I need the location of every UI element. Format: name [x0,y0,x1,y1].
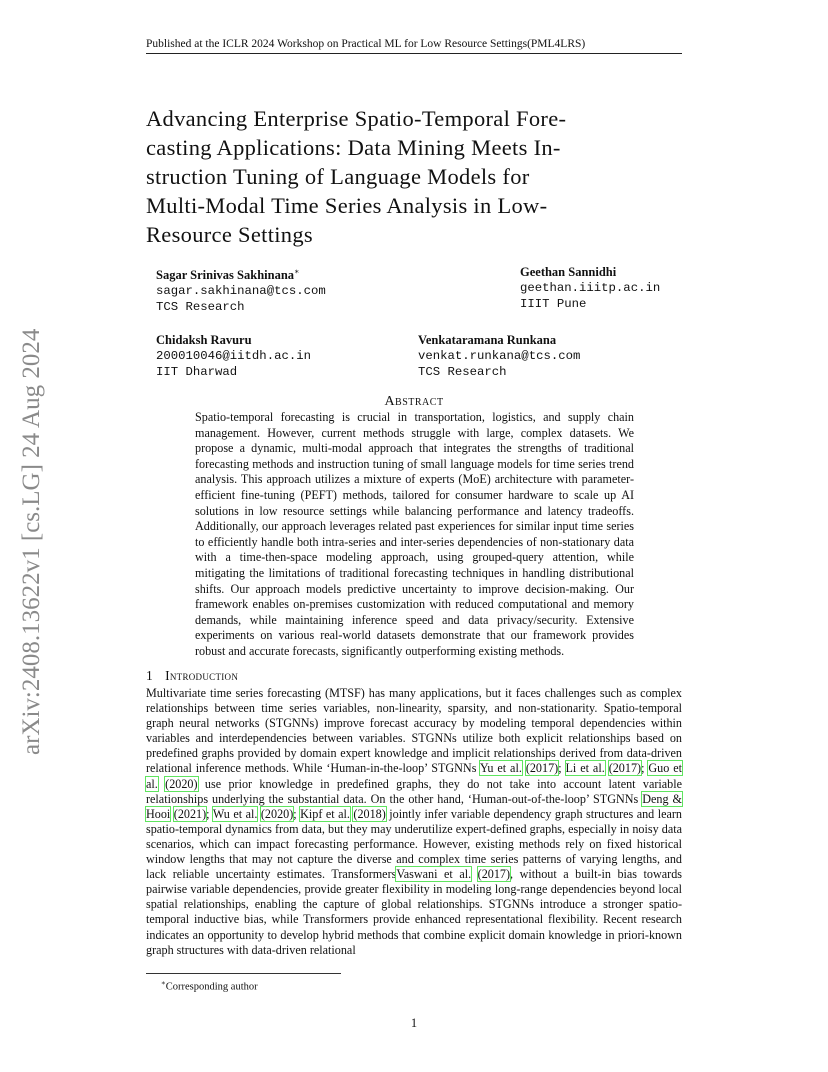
page-number: 1 [410,1016,418,1030]
footnote [161,977,561,994]
intro-paragraph [146,686,682,958]
section-title: Introduction [165,668,239,683]
author-name: Venkataramana Runkana [418,333,557,347]
arxiv-sidebar [18,285,46,755]
abstract-heading: Abstract [384,394,444,409]
citation-separator: ; [641,761,649,776]
citation-link[interactable]: Kipf et al. [300,806,350,821]
author-email[interactable]: sagar.sakhinana@tcs.com [156,284,326,299]
citation-year-link[interactable]: (2017) [477,867,511,882]
paper-title [146,104,686,249]
arxiv-identifier[interactable]: arXiv:2408.13622v1 [cs.LG] 24 Aug 2024 [18,328,45,755]
citation-separator: ; [293,806,301,821]
author-email[interactable]: venkat.runkana@tcs.com [418,349,581,363]
citation-link[interactable]: Vaswani et al. [396,867,472,882]
title-line: Advancing Enterprise Spatio-Temporal Fore- [146,106,567,131]
author-footnote-mark: ∗ [294,267,300,276]
abstract-text: Spatio-temporal forecasting is crucial in transportation, logistics, and supply chain management. However, current methods struggle with large, complex datasets. We propose a dynamic, multi-modal approach that integrates the strengths of traditional forecasting methods and instruction tuning of small language models for time series trend analysis. This approach utilizes a mixture of experts (MoE) architecture with parameter-efficient fine-tuning (PEFT) methods, tailored for consumer hardware to scale up AI solutions in low resource settings while balancing performance and latency tradeoffs. Additionally, our approach leverages related past experiences for similar input time series to efficiently handle both intra-series and inter-series dependencies of non-stationary data with a time-then-space modeling approach, using grouped-query attention, while mitigating the limitations of traditional forecasting techniques in handling distributional shifts. Our approach models predictive uncertainty to improve decision-making. Our framework enables on-premises customization with reduced computational and memory demands, while maintaining inference speed and data privacy/security. Extensive experiments on various real-world datasets demonstrate that our framework provides robust and accurate forecasts, significantly outperforming existing methods. [195,410,634,658]
author-email[interactable]: 200010046@iitdh.ac.in [156,349,311,363]
section-heading [146,668,682,684]
title-line: Multi-Modal Time Series Analysis in Low- [146,193,548,218]
footnote-text: Corresponding author [165,981,258,993]
citation-year-link[interactable]: (2020) [260,806,294,821]
citation-separator: ; [206,806,213,821]
intro-text: use prior knowledge in predefined graphs, they do not take into account latent variable relationships underlying the substantial data. On the other hand, ‘Human-out-of-the-loop’ STGNNs [146,776,682,806]
citation-link[interactable]: Yu et al. [479,761,522,776]
title-line: Resource Settings [146,222,313,247]
author-name: Chidaksh Ravuru [156,333,252,347]
citation-year-link[interactable]: (2017) [608,761,642,776]
header-rule [146,53,682,54]
citation-link[interactable]: Deng & Hooi [146,791,682,821]
citation-separator: ; [558,761,566,776]
citation-year-link[interactable]: (2021) [173,806,207,821]
section-number: 1 [146,668,154,683]
title-line: casting Applications: Data Mining Meets In- [146,135,561,160]
footnote-mark: ∗ [161,979,166,987]
intro-text: Multivariate time series forecasting (MTSF) has many applications, but it faces challenges such as complex relationships between time series variables, non-linearity, sparsity, and non-stationarity. Spatio-temporal graph neural networks (STGNNs) improve forecast accuracy by modeling temporal dependencies within variables and interdependencies between variables. STGNNs utilize both explicit relationships based on predefined graphs provided by domain expert knowledge and implicit relationships derived from data-driven relational inference methods. While ‘Human-in-the-loop’ STGNNs [146,686,682,776]
citation-link[interactable]: Wu et al. [212,806,258,821]
author-affiliation: TCS Research [156,300,245,315]
author-name: Geethan Sannidhi [520,265,617,279]
intro-text: , without a built-in bias towards pairwise variable dependencies, provide greater flexibility in modeling long-range dependencies beyond local spatial relationships, enabling the capture of global relationships. STGNNs introduce a stronger spatio-temporal inductive bias, while Transformers provide enhanced representational flexibility. Recent research indicates an opportunity to develop hybrid methods that combine explicit domain knowledge in priori-known graph structures with data-driven relational [146,867,682,957]
running-header: Published at the ICLR 2024 Workshop on Practical ML for Low Resource Settings(PML4LRS) [146,38,586,50]
citation-link[interactable]: Li et al. [565,761,605,776]
intro-text: jointly infer variable dependency graph structures and learn spatio-temporal dynamics from data, but they may underutilize expert-defined graphs, especially in noisy data scenarios, which can impact forecasting performance. However, existing methods rely on fixed historical window lengths that may not capture the diverse and complex time series patterns of varying lengths, and lack reliable uncertainty estimates. Transformers [146,806,683,882]
author-block-1 [156,264,326,315]
citation-year-link[interactable]: (2017) [525,761,559,776]
citation-year-link[interactable]: (2018) [353,806,386,821]
footnote-rule [146,973,341,974]
citation-link[interactable]: Guo et al. [146,761,682,791]
citation-year-link[interactable]: (2020) [165,776,198,791]
author-affiliation: TCS Research [418,365,507,379]
author-block-2 [520,264,660,312]
author-block-3 [156,332,311,380]
author-email[interactable]: geethan.iiitp.ac.in [520,281,661,295]
title-line: struction Tuning of Language Models for [146,164,530,189]
author-affiliation: IIT Dharwad [156,365,238,379]
author-block-4 [418,332,580,380]
author-name: Sagar Srinivas Sakhinana [156,268,295,283]
author-affiliation: IIIT Pune [520,297,587,311]
